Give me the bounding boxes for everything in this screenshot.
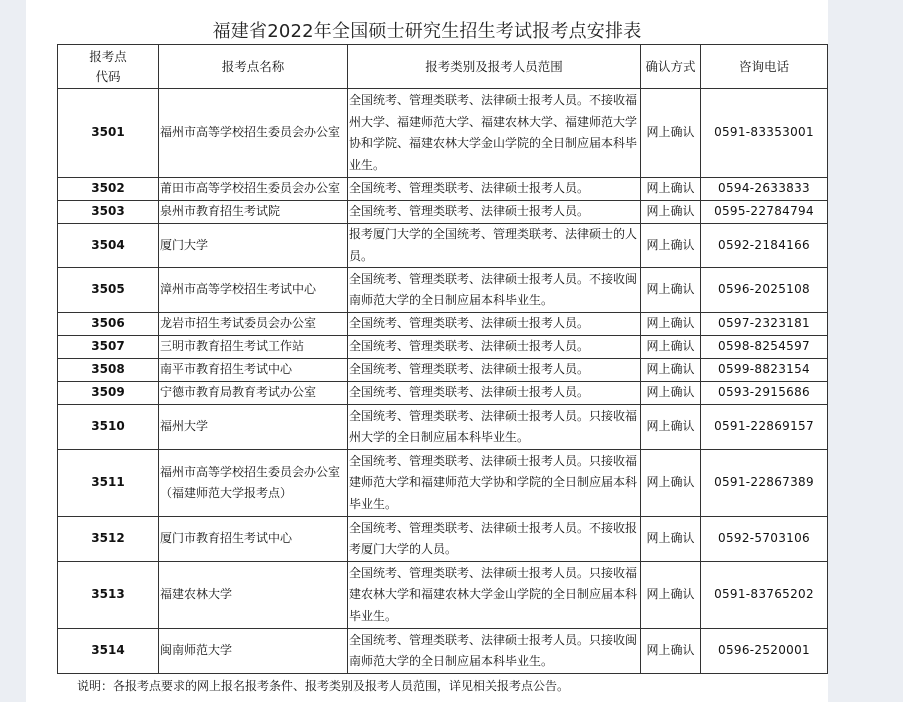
contact-phone: 0599-8823154 — [701, 359, 828, 382]
site-name: 福州市高等学校招生委员会办公室 — [159, 89, 348, 178]
header-phone: 咨询电话 — [701, 45, 828, 89]
confirm-method: 网上确认 — [641, 517, 701, 562]
confirm-method: 网上确认 — [641, 268, 701, 313]
contact-phone: 0594-2633833 — [701, 178, 828, 201]
contact-phone: 0597-2323181 — [701, 313, 828, 336]
site-name: 南平市教育招生考试中心 — [159, 359, 348, 382]
site-code: 3512 — [58, 517, 159, 562]
table-row — [58, 336, 828, 359]
site-name: 闽南师范大学 — [159, 629, 348, 674]
table-row — [58, 89, 828, 178]
confirm-method: 网上确认 — [641, 450, 701, 517]
footnote: 说明：各报考点要求的网上报名报考条件、报考类别及报考人员范围，详见相关报考点公告。 — [77, 679, 570, 693]
site-name: 宁德市教育局教育考试办公室 — [159, 382, 348, 405]
site-code: 3506 — [58, 313, 159, 336]
header-code-line1: 报考点 — [89, 48, 127, 64]
confirm-method: 网上确认 — [641, 224, 701, 268]
confirm-method: 网上确认 — [641, 382, 701, 405]
contact-phone: 0595-22784794 — [701, 201, 828, 224]
site-scope: 全国统考、管理类联考、法律硕士报考人员。只接收福州大学的全日制应届本科毕业生。 — [348, 405, 641, 450]
site-name: 龙岩市招生考试委员会办公室 — [159, 313, 348, 336]
site-code: 3505 — [58, 268, 159, 313]
table-row — [58, 405, 828, 450]
site-scope: 全国统考、管理类联考、法律硕士报考人员。只接收闽南师范大学的全日制应届本科毕业生。 — [348, 629, 641, 674]
table-row — [58, 359, 828, 382]
table-row — [58, 450, 828, 517]
site-code: 3514 — [58, 629, 159, 674]
confirm-method: 网上确认 — [641, 89, 701, 178]
site-scope: 全国统考、管理类联考、法律硕士报考人员。只接收福建农林大学和福建农林大学金山学院的全日制应届本科毕业生。 — [348, 562, 641, 629]
site-code: 3508 — [58, 359, 159, 382]
table-row — [58, 201, 828, 224]
site-code: 3502 — [58, 178, 159, 201]
exam-site-table — [57, 44, 828, 674]
contact-phone: 0591-22867389 — [701, 450, 828, 517]
site-name: 莆田市高等学校招生委员会办公室 — [159, 178, 348, 201]
contact-phone: 0591-83353001 — [701, 89, 828, 178]
contact-phone: 0593-2915686 — [701, 382, 828, 405]
confirm-method: 网上确认 — [641, 359, 701, 382]
table-row — [58, 224, 828, 268]
table-row — [58, 517, 828, 562]
page-title: 福建省2022年全国硕士研究生招生考试报考点安排表 — [212, 21, 642, 42]
site-name: 漳州市高等学校招生考试中心 — [159, 268, 348, 313]
site-scope: 全国统考、管理类联考、法律硕士报考人员。 — [348, 336, 641, 359]
site-scope: 全国统考、管理类联考、法律硕士报考人员。不接收报考厦门大学的人员。 — [348, 517, 641, 562]
header-scope: 报考类别及报考人员范围 — [348, 45, 641, 89]
site-scope: 全国统考、管理类联考、法律硕士报考人员。不接收福州大学、福建师范大学、福建农林大学、福建师范大学协和学院、福建农林大学金山学院的全日制应届本科毕业生。 — [348, 89, 641, 178]
site-code: 3503 — [58, 201, 159, 224]
site-scope: 全国统考、管理类联考、法律硕士报考人员。 — [348, 178, 641, 201]
site-name: 福州大学 — [159, 405, 348, 450]
site-scope: 全国统考、管理类联考、法律硕士报考人员。 — [348, 382, 641, 405]
site-scope: 全国统考、管理类联考、法律硕士报考人员。 — [348, 201, 641, 224]
header-code-line2: 代码 — [95, 68, 121, 84]
site-name: 厦门市教育招生考试中心 — [159, 517, 348, 562]
table-row — [58, 629, 828, 674]
contact-phone: 0596-2520001 — [701, 629, 828, 674]
confirm-method: 网上确认 — [641, 336, 701, 359]
confirm-method: 网上确认 — [641, 313, 701, 336]
site-name: 泉州市教育招生考试院 — [159, 201, 348, 224]
table-row — [58, 562, 828, 629]
header-code — [58, 45, 159, 89]
confirm-method: 网上确认 — [641, 178, 701, 201]
confirm-method: 网上确认 — [641, 562, 701, 629]
site-code: 3513 — [58, 562, 159, 629]
table-row — [58, 382, 828, 405]
site-code: 3501 — [58, 89, 159, 178]
table-row — [58, 178, 828, 201]
table-row — [58, 313, 828, 336]
confirm-method: 网上确认 — [641, 629, 701, 674]
contact-phone: 0598-8254597 — [701, 336, 828, 359]
site-name: 三明市教育招生考试工作站 — [159, 336, 348, 359]
site-scope: 报考厦门大学的全国统考、管理类联考、法律硕士的人员。 — [348, 224, 641, 268]
contact-phone: 0592-2184166 — [701, 224, 828, 268]
site-scope: 全国统考、管理类联考、法律硕士报考人员。不接收闽南师范大学的全日制应届本科毕业生。 — [348, 268, 641, 313]
site-scope: 全国统考、管理类联考、法律硕士报考人员。 — [348, 359, 641, 382]
site-code: 3504 — [58, 224, 159, 268]
table-row — [58, 268, 828, 313]
site-name: 福州市高等学校招生委员会办公室（福建师范大学报考点） — [159, 450, 348, 517]
site-code: 3510 — [58, 405, 159, 450]
site-code: 3509 — [58, 382, 159, 405]
site-scope: 全国统考、管理类联考、法律硕士报考人员。 — [348, 313, 641, 336]
table-header-row — [58, 45, 828, 89]
header-name: 报考点名称 — [159, 45, 348, 89]
site-name: 福建农林大学 — [159, 562, 348, 629]
site-scope: 全国统考、管理类联考、法律硕士报考人员。只接收福建师范大学和福建师范大学协和学院的全日制应届本科毕业生。 — [348, 450, 641, 517]
confirm-method: 网上确认 — [641, 201, 701, 224]
contact-phone: 0591-22869157 — [701, 405, 828, 450]
contact-phone: 0596-2025108 — [701, 268, 828, 313]
contact-phone: 0591-83765202 — [701, 562, 828, 629]
site-code: 3507 — [58, 336, 159, 359]
confirm-method: 网上确认 — [641, 405, 701, 450]
site-name: 厦门大学 — [159, 224, 348, 268]
document-page — [26, 0, 828, 702]
site-code: 3511 — [58, 450, 159, 517]
contact-phone: 0592-5703106 — [701, 517, 828, 562]
header-method: 确认方式 — [641, 45, 701, 89]
